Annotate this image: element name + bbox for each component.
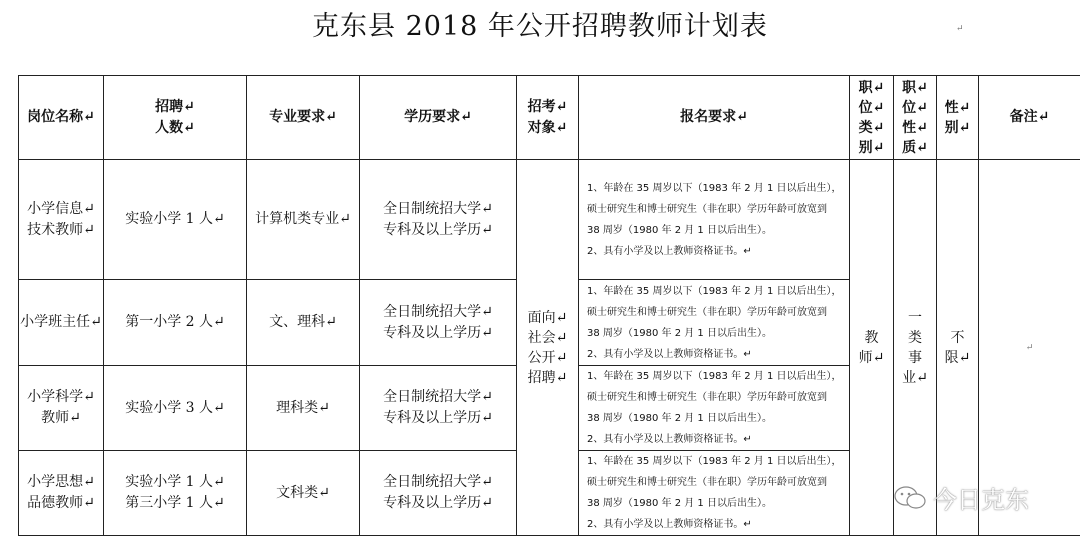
header-count: 招聘↵ 人数↵ (104, 76, 247, 160)
recruitment-plan-table (18, 75, 1080, 536)
requirements-cell: 1、年龄在 35 周岁以下（1983 年 2 月 1 日以后出生）， 硕士研究生和博士研究生（非在职）学历年龄可放宽到 38 周岁（1980 年 2 月 1 日以后出生）。 2、具有小学及以上教师资格证书。↵ (579, 451, 850, 536)
header-nature: 职↵ 位↵ 性↵ 质↵ (894, 76, 937, 160)
education-cell: 全日制统招大学↵ 专科及以上学历↵ (360, 451, 517, 536)
nature-cell: 一 类 事 业↵ (894, 160, 937, 536)
count-cell: 实验小学 3 人↵ (104, 366, 247, 451)
target-cell: 面向↵ 社会↵ 公开↵ 招聘↵ (517, 160, 579, 536)
education-cell: 全日制统招大学↵ 专科及以上学历↵ (360, 280, 517, 366)
position-cell: 小学思想↵ 品德教师↵ (19, 451, 104, 536)
position-cell: 小学班主任↵ (19, 280, 104, 366)
count-cell: 实验小学 1 人↵ 第三小学 1 人↵ (104, 451, 247, 536)
major-cell: 计算机类专业↵ (247, 160, 360, 280)
header-gender: 性↵ 别↵ (937, 76, 979, 160)
education-cell: 全日制统招大学↵ 专科及以上学历↵ (360, 160, 517, 280)
header-target: 招考↵ 对象↵ (517, 76, 579, 160)
requirements-cell: 1、年龄在 35 周岁以下（1983 年 2 月 1 日以后出生）， 硕士研究生和博士研究生（非在职）学历年龄可放宽到 38 周岁（1980 年 2 月 1 日以后出生）。 2、具有小学及以上教师资格证书。↵ (579, 366, 850, 451)
requirements-cell: 1、年龄在 35 周岁以下（1983 年 2 月 1 日以后出生）， 硕士研究生和博士研究生（非在职）学历年龄可放宽到 38 周岁（1980 年 2 月 1 日以后出生）。 2、具有小学及以上教师资格证书。↵ (579, 280, 850, 366)
header-notes: 备注↵ (979, 76, 1080, 160)
table-header-row (19, 76, 1080, 160)
position-cell: 小学信息↵ 技术教师↵ (19, 160, 104, 280)
watermark (893, 480, 1029, 515)
document-title: 克东县 2018 年公开招聘教师计划表 (312, 11, 768, 42)
notes-cell: ↵ (979, 160, 1080, 536)
header-requirements: 报名要求↵ (579, 76, 850, 160)
header-education: 学历要求↵ (360, 76, 517, 160)
chat-bubble-icon (893, 485, 927, 511)
table-row (19, 160, 1080, 280)
education-cell: 全日制统招大学↵ 专科及以上学历↵ (360, 366, 517, 451)
category-cell: 教 师↵ (850, 160, 894, 536)
count-cell: 实验小学 1 人↵ (104, 160, 247, 280)
major-cell: 理科类↵ (247, 366, 360, 451)
count-cell: 第一小学 2 人↵ (104, 280, 247, 366)
header-major: 专业要求↵ (247, 76, 360, 160)
header-category: 职↵ 位↵ 类↵ 别↵ (850, 76, 894, 160)
header-position: 岗位名称↵ (19, 76, 104, 160)
watermark-text: 今日克东 (933, 486, 1029, 514)
gender-cell: 不 限↵ (937, 160, 979, 536)
paragraph-mark: ↵ (956, 24, 964, 34)
major-cell: 文、理科↵ (247, 280, 360, 366)
requirements-cell: 1、年龄在 35 周岁以下（1983 年 2 月 1 日以后出生）， 硕士研究生和博士研究生（非在职）学历年龄可放宽到 38 周岁（1980 年 2 月 1 日以后出生）。 2、具有小学及以上教师资格证书。↵ (579, 160, 850, 280)
major-cell: 文科类↵ (247, 451, 360, 536)
position-cell: 小学科学↵ 教师↵ (19, 366, 104, 451)
